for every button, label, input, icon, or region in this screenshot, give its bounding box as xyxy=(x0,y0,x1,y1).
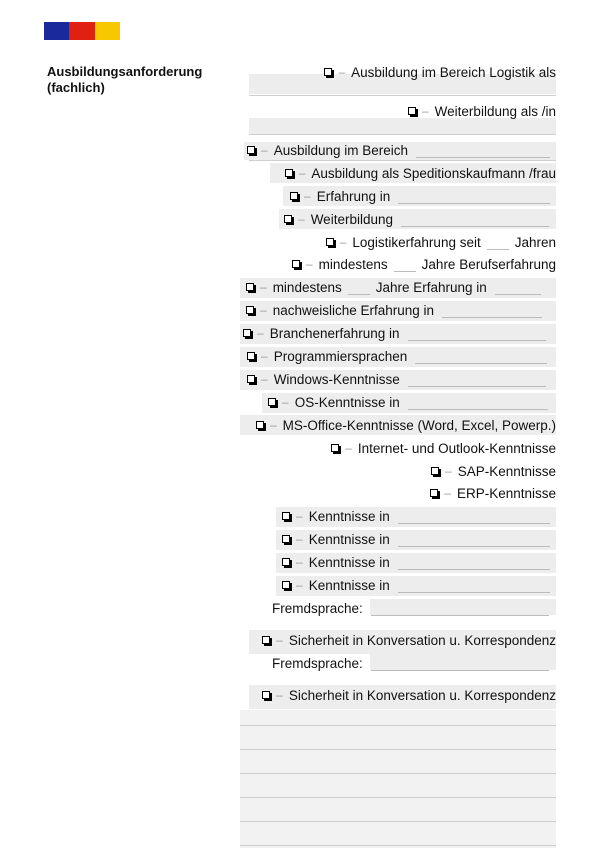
checkbox-icon[interactable] xyxy=(282,558,290,566)
blank-field[interactable] xyxy=(408,395,548,410)
row-programmiersprachen: – Programmiersprachen xyxy=(247,346,547,366)
checkbox-icon[interactable] xyxy=(262,691,270,699)
checkbox-icon[interactable] xyxy=(247,375,255,383)
row-fremdsprache-1: Fremdsprache: xyxy=(272,598,549,618)
row-fremdsprache-2: Fremdsprache: xyxy=(272,653,549,673)
row-weiterbildung: – Weiterbildung xyxy=(284,209,549,229)
blank-field[interactable] xyxy=(415,349,547,364)
blank-field[interactable] xyxy=(398,509,550,524)
row-os-kenntnisse: – OS-Kenntnisse in xyxy=(268,392,548,412)
checkbox-icon[interactable] xyxy=(282,535,290,543)
checkbox-icon[interactable] xyxy=(256,421,264,429)
checkbox-icon[interactable] xyxy=(246,306,254,314)
blank-field[interactable] xyxy=(408,326,546,341)
blank-field[interactable] xyxy=(398,189,550,204)
blank-field[interactable] xyxy=(371,656,549,671)
checkbox-icon[interactable] xyxy=(247,146,255,154)
row-kenntnisse-in-1: – Kenntnisse in xyxy=(282,506,550,526)
blank-field[interactable] xyxy=(348,280,370,295)
blank-field[interactable] xyxy=(394,257,416,272)
row-ausbildung-bereich: – Ausbildung im Bereich xyxy=(247,140,550,160)
checkbox-icon[interactable] xyxy=(292,260,300,268)
row-ms-office: – MS-Office-Kenntnisse (Word, Excel, Powerp.) xyxy=(256,415,556,435)
blank-field[interactable] xyxy=(398,532,550,547)
row-speditionskaufmann: – Ausbildung als Speditionskaufmann /frau xyxy=(285,163,556,183)
row-nachweisliche-erfahrung: – nachweisliche Erfahrung in xyxy=(246,300,542,320)
checkbox-icon[interactable] xyxy=(282,581,290,589)
row-mindestens-berufserfahrung: – mindestens Jahre Berufserfahrung xyxy=(292,254,556,274)
section-title: Ausbildungsanforderung (fachlich) xyxy=(47,64,203,95)
blank-field[interactable] xyxy=(398,555,550,570)
blank-field[interactable] xyxy=(487,235,509,250)
checkbox-icon[interactable] xyxy=(408,107,416,115)
blank-field[interactable] xyxy=(495,280,541,295)
row-weiterbildung-als: – Weiterbildung als /in xyxy=(408,101,556,121)
checkbox-icon[interactable] xyxy=(247,352,255,360)
row-windows-kenntnisse: – Windows-Kenntnisse xyxy=(247,369,546,389)
checkbox-icon[interactable] xyxy=(262,636,270,644)
logo-red-bar xyxy=(69,22,94,40)
row-sap-kenntnisse: – SAP-Kenntnisse xyxy=(431,461,556,481)
row-erp-kenntnisse: – ERP-Kenntnisse xyxy=(430,483,556,503)
blank-field[interactable] xyxy=(442,303,542,318)
row-internet-outlook: – Internet- und Outlook-Kenntnisse xyxy=(331,438,556,458)
checkbox-icon[interactable] xyxy=(290,192,298,200)
blank-field[interactable] xyxy=(371,601,549,616)
logo-yellow-bar xyxy=(95,22,120,40)
row-branchenerfahrung: – Branchenerfahrung in xyxy=(243,323,546,343)
checkbox-icon[interactable] xyxy=(243,329,251,337)
checkbox-icon[interactable] xyxy=(431,467,439,475)
blank-field[interactable] xyxy=(408,372,546,387)
row-kenntnisse-in-3: – Kenntnisse in xyxy=(282,552,550,572)
blank-field[interactable] xyxy=(416,143,550,158)
blank-field[interactable] xyxy=(398,578,550,593)
logo-blue-bar xyxy=(44,22,69,40)
checkbox-icon[interactable] xyxy=(284,215,292,223)
logo xyxy=(44,22,120,40)
row-logistik-ausbildung: – Ausbildung im Bereich Logistik als xyxy=(324,62,556,82)
checkbox-icon[interactable] xyxy=(331,444,339,452)
row-konversation-2: – Sicherheit in Konversation u. Korrespondenz xyxy=(262,685,556,705)
row-erfahrung-in: – Erfahrung in xyxy=(290,186,550,206)
checkbox-icon[interactable] xyxy=(246,283,254,291)
checkbox-icon[interactable] xyxy=(285,169,293,177)
row-kenntnisse-in-2: – Kenntnisse in xyxy=(282,529,550,549)
row-konversation-1: – Sicherheit in Konversation u. Korrespondenz xyxy=(262,630,556,650)
row-kenntnisse-in-4: – Kenntnisse in xyxy=(282,575,550,595)
checkbox-icon[interactable] xyxy=(268,398,276,406)
blank-field[interactable] xyxy=(401,212,549,227)
checkbox-icon[interactable] xyxy=(430,489,438,497)
row-logistikerfahrung: – Logistikerfahrung seit Jahren xyxy=(326,232,556,252)
checkbox-icon[interactable] xyxy=(324,68,332,76)
checkbox-icon[interactable] xyxy=(326,238,334,246)
row-mindestens-erfahrung: – mindestens Jahre Erfahrung in xyxy=(246,277,541,297)
free-text-area[interactable] xyxy=(240,710,556,848)
checkbox-icon[interactable] xyxy=(282,512,290,520)
